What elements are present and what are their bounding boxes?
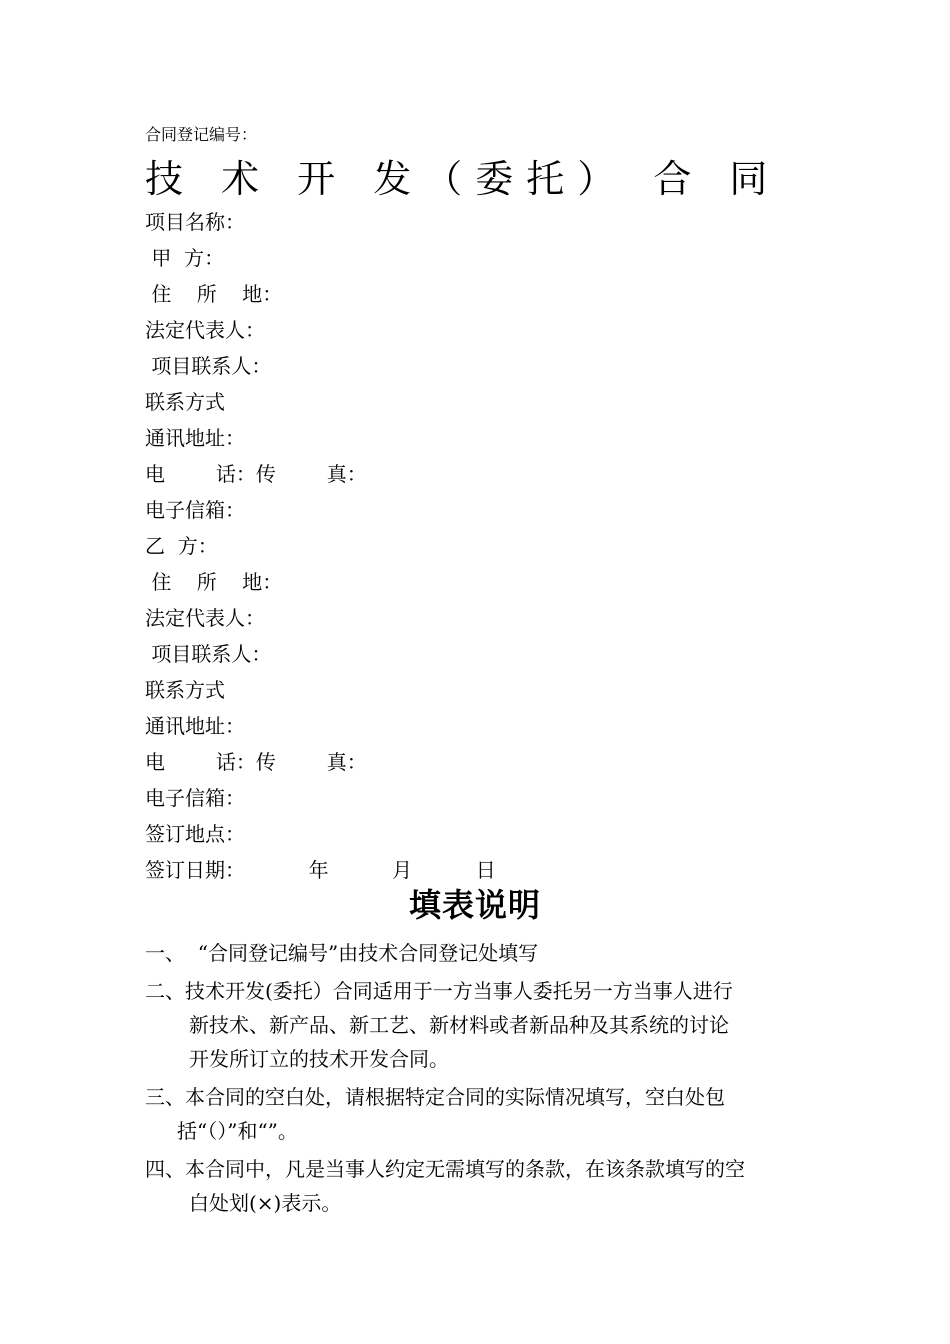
field-project-name: 项目名称： — [145, 210, 245, 234]
note-line: 新技术、新产品、新工艺、新材料或者新品种及其系统的讨论 — [189, 1013, 729, 1037]
note-item — [145, 1080, 810, 1148]
note-item — [145, 1152, 810, 1220]
field-party-a: 甲 方： — [145, 246, 225, 270]
field-party-a-phone-fax: 电 话：传 真： — [145, 462, 367, 486]
field-party-b-address: 住 所 地： — [145, 570, 283, 594]
note-line: 四、本合同中，凡是当事人约定无需填写的条款，在该条款填写的空 — [145, 1157, 745, 1181]
note-line: 开发所订立的技术开发合同。 — [189, 1047, 449, 1071]
note-item — [145, 936, 810, 970]
note-line: 一、 “合同登记编号”由技术合同登记处填写 — [145, 941, 539, 965]
field-party-a-email: 电子信箱： — [145, 498, 245, 522]
field-party-b-email: 电子信箱： — [145, 786, 245, 810]
field-party-b-legal-rep: 法定代表人： — [145, 606, 265, 630]
notes-list — [145, 936, 810, 1224]
field-party-a-address: 住 所 地： — [145, 282, 283, 306]
field-signing-place: 签订地点： — [145, 822, 245, 846]
note-line: 括“（）”和“”。 — [177, 1119, 298, 1143]
note-line: 二、技术开发(委托）合同适用于一方当事人委托另一方当事人进行 — [145, 979, 733, 1003]
contract-title: 技 术 开 发（委托） 合 同 — [145, 157, 781, 201]
field-party-b-contact-method: 联系方式 — [145, 678, 225, 702]
field-party-a-mailing-address: 通讯地址： — [145, 426, 245, 450]
field-party-b-phone-fax: 电 话：传 真： — [145, 750, 367, 774]
note-line: 白处划(×)表示。 — [189, 1191, 342, 1215]
note-line: 三、本合同的空白处，请根据特定合同的实际情况填写，空白处包 — [145, 1085, 725, 1109]
notes-title: 填表说明 — [408, 886, 541, 924]
field-party-a-legal-rep: 法定代表人： — [145, 318, 265, 342]
field-party-b-mailing-address: 通讯地址： — [145, 714, 245, 738]
field-party-b-contact-person: 项目联系人： — [145, 642, 272, 666]
contract-fields — [145, 204, 825, 888]
field-party-b: 乙 方： — [145, 534, 218, 558]
field-party-a-contact-method: 联系方式 — [145, 390, 225, 414]
field-party-a-contact-person: 项目联系人： — [145, 354, 272, 378]
note-item — [145, 974, 810, 1076]
field-signing-date: 签订日期： 年 月 日 — [145, 858, 496, 882]
registration-number-label: 合同登记编号： — [145, 125, 258, 144]
